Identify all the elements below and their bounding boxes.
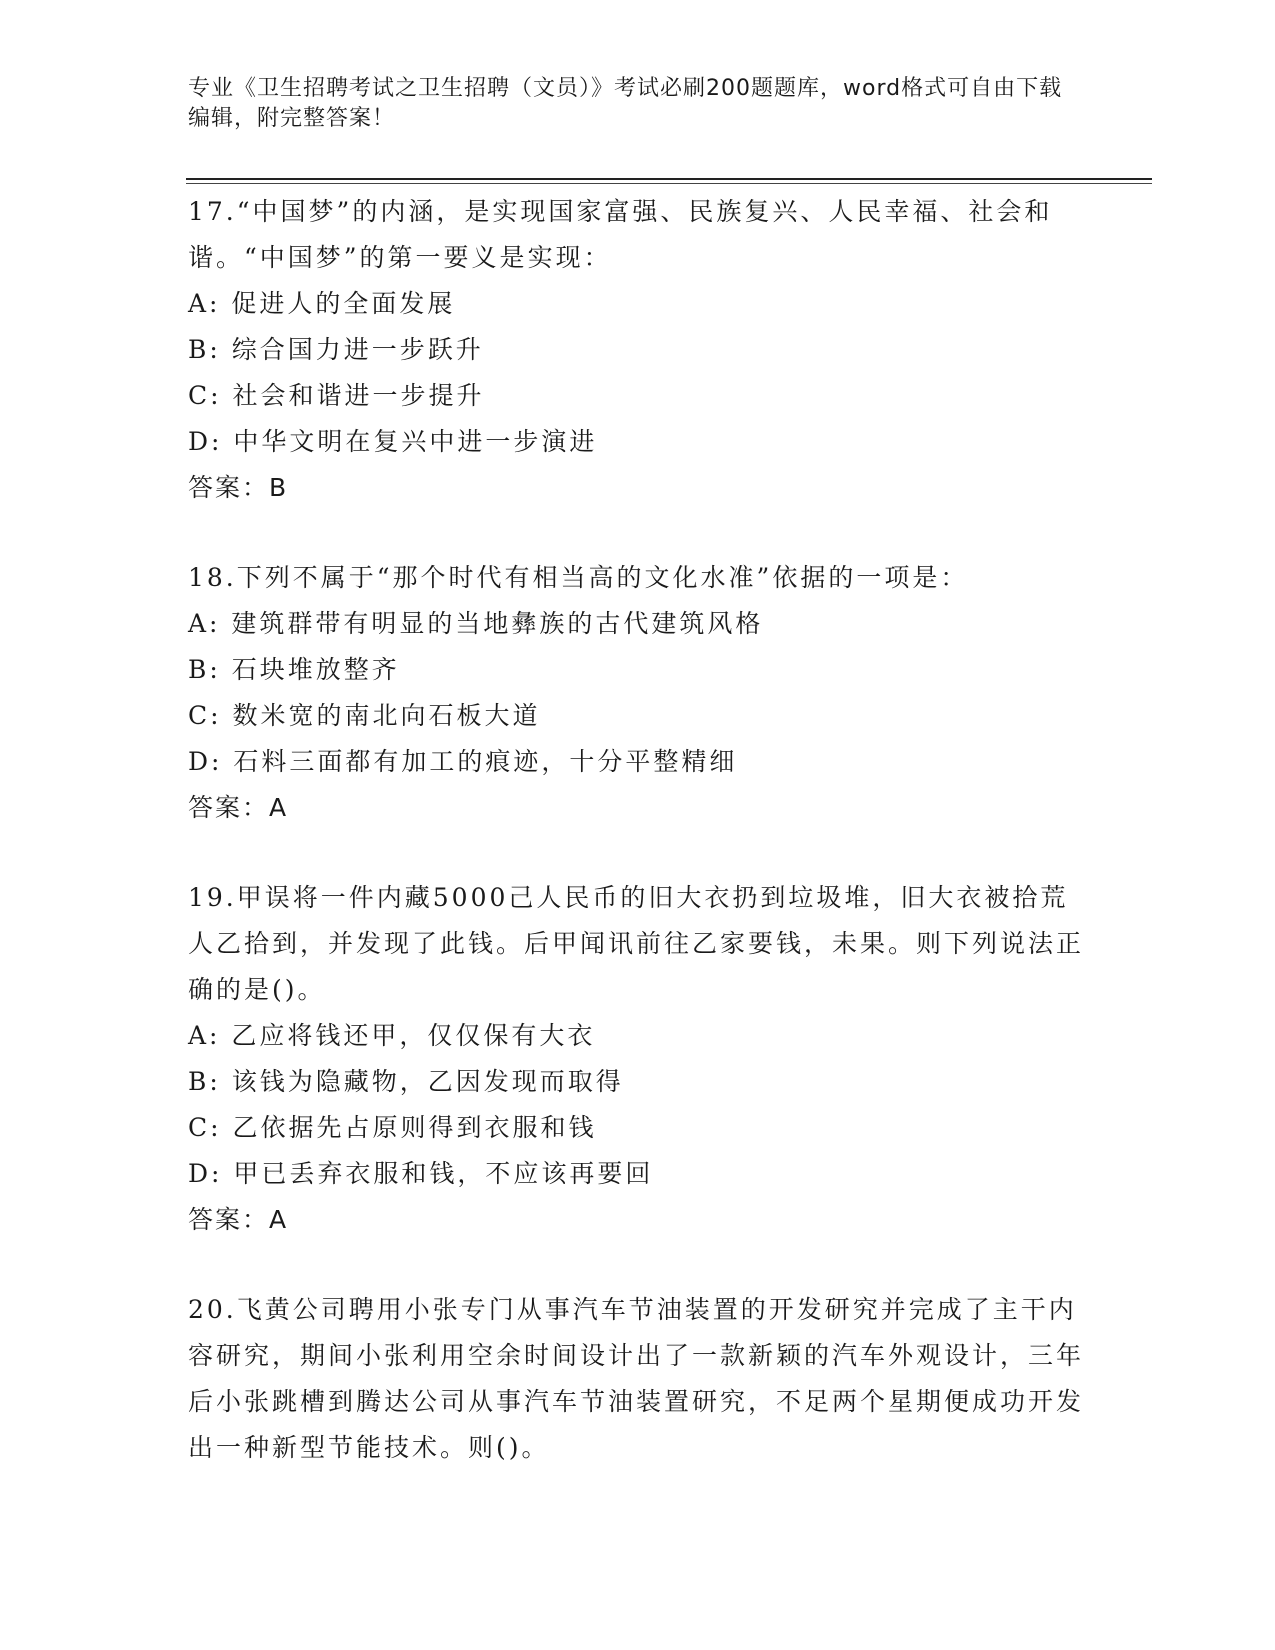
option-c: C: 数米宽的南北向石板大道 (188, 701, 541, 730)
header-divider-thick (186, 178, 1152, 180)
option-d: D: 石料三面都有加工的痕迹，十分平整精细 (188, 747, 738, 776)
question-20 (188, 1287, 1088, 1471)
document-header: 专业《卫生招聘考试之卫生招聘（文员）》考试必刷200题题库，word格式可自由下载编辑，附完整答案！ (188, 76, 1063, 131)
answer: 答案：B (188, 473, 289, 502)
option-a: A: 建筑群带有明显的当地彝族的古代建筑风格 (188, 609, 764, 638)
option-c: C: 乙依据先占原则得到衣服和钱 (188, 1113, 597, 1142)
answer: 答案：A (188, 793, 289, 822)
question-text: 18.下列不属于“那个时代有相当高的文化水准”依据的一项是： (188, 563, 969, 592)
header-divider-thin (186, 183, 1152, 184)
question-19 (188, 875, 1088, 1243)
question-text: 17.“中国梦”的内涵，是实现国家富强、民族复兴、人民幸福、社会和谐。“中国梦”的第一要义是实现： (188, 197, 1053, 272)
question-18 (188, 555, 1088, 831)
question-text: 19.甲误将一件内藏5000己人民币的旧大衣扔到垃圾堆，旧大衣被拾荒人乙拾到，并发现了此钱。后甲闻讯前往乙家要钱，未果。则下列说法正确的是()。 (188, 883, 1085, 1004)
option-a: A: 乙应将钱还甲，仅仅保有大衣 (188, 1021, 596, 1050)
question-17 (188, 189, 1088, 511)
option-a: A: 促进人的全面发展 (188, 289, 456, 318)
answer: 答案：A (188, 1205, 289, 1234)
option-b: B: 综合国力进一步跃升 (188, 335, 484, 364)
option-b: B: 该钱为隐藏物，乙因发现而取得 (188, 1067, 624, 1096)
question-list (188, 189, 1088, 1515)
option-d: D: 甲已丢弃衣服和钱，不应该再要回 (188, 1159, 654, 1188)
option-c: C: 社会和谐进一步提升 (188, 381, 485, 410)
option-b: B: 石块堆放整齐 (188, 655, 400, 684)
question-text: 20.飞黄公司聘用小张专门从事汽车节油装置的开发研究并完成了主干内容研究，期间小张利用空余时间设计出了一款新颖的汽车外观设计，三年后小张跳槽到腾达公司从事汽车节油装置研究，不足两个星期便成功开发出一种新型节能技术。则()。 (188, 1295, 1085, 1462)
option-d: D: 中华文明在复兴中进一步演进 (188, 427, 598, 456)
